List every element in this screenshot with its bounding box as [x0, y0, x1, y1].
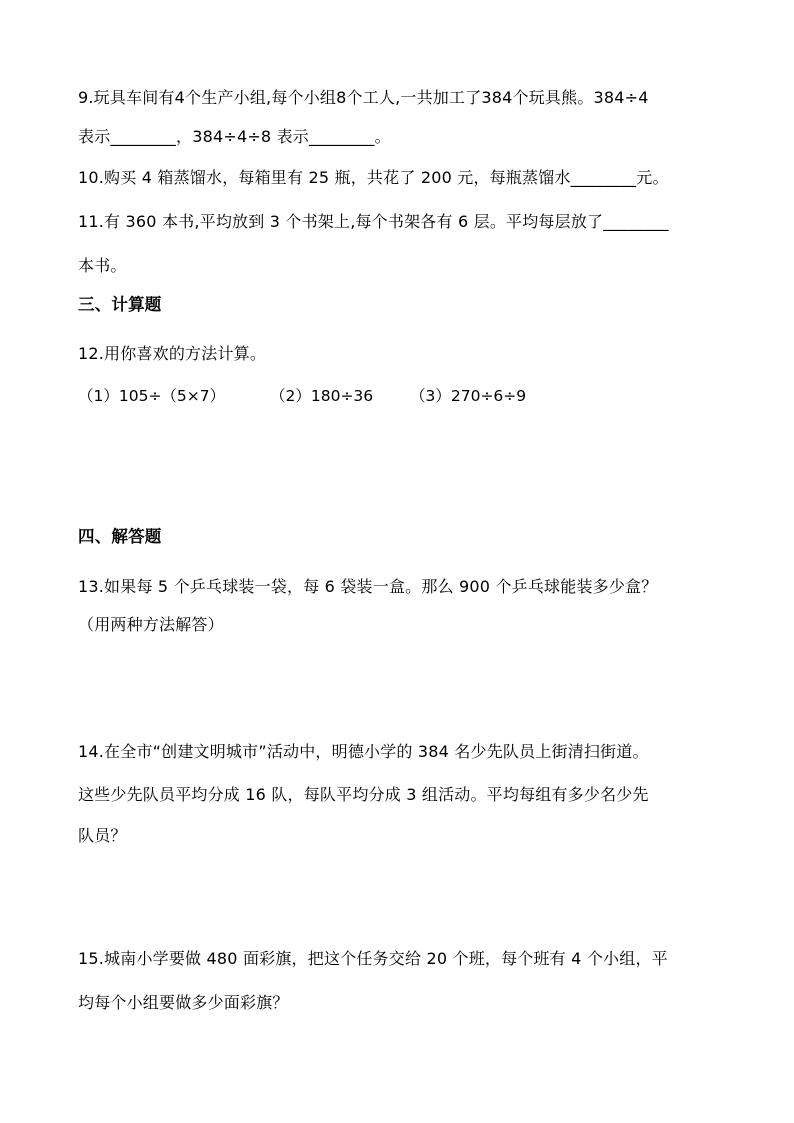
question-15-line-1: 15.城南小学要做 480 面彩旗，把这个任务交给 20 个班，每个班有 4 个小组，平 — [78, 949, 668, 968]
question-12-prompt: 12.用你喜欢的方法计算。 — [78, 344, 267, 363]
question-14-line-3: 队员？ — [78, 826, 127, 845]
question-10-line-1: 10.购买 4 箱蒸馏水，每箱里有 25 瓶，共花了 200 元，每瓶蒸馏水________元。 — [78, 168, 669, 187]
question-12-calc-row — [78, 384, 723, 408]
section-4-heading: 四、解答题 — [78, 527, 162, 546]
section-3-heading: 三、计算题 — [78, 295, 162, 314]
question-13-line-1: 13.如果每 5 个乒乓球装一袋，每 6 袋装一盒。那么 900 个乒乓球能装多少盒？ — [78, 577, 658, 596]
question-11-line-1: 11.有 360 本书,平均放到 3 个书架上,每个书架各有 6 层。平均每层放了________ — [78, 212, 669, 231]
question-14-line-1: 14.在全市“创建文明城市”活动中，明德小学的 384 名少先队员上街清扫街道。 — [78, 742, 649, 761]
question-9-line-1: 9.玩具车间有4个生产小组,每个小组8个工人,一共加工了384个玩具熊。384÷4 — [78, 88, 649, 107]
question-9-line-2: 表示________，384÷4÷8 表示________。 — [78, 127, 391, 146]
calc-item-2: （2）180÷36 — [270, 387, 374, 405]
calc-item-3: （3）270÷6÷9 — [410, 387, 527, 405]
question-15-line-2: 均每个小组要做多少面彩旗？ — [78, 993, 289, 1012]
calc-item-1: （1）105÷（5×7） — [78, 387, 226, 405]
question-14-line-2: 这些少先队员平均分成 16 队，每队平均分成 3 组活动。平均每组有多少名少先 — [78, 785, 649, 804]
question-11-line-2: 本书。 — [78, 256, 127, 275]
question-13-line-2: （用两种方法解答） — [78, 615, 224, 634]
